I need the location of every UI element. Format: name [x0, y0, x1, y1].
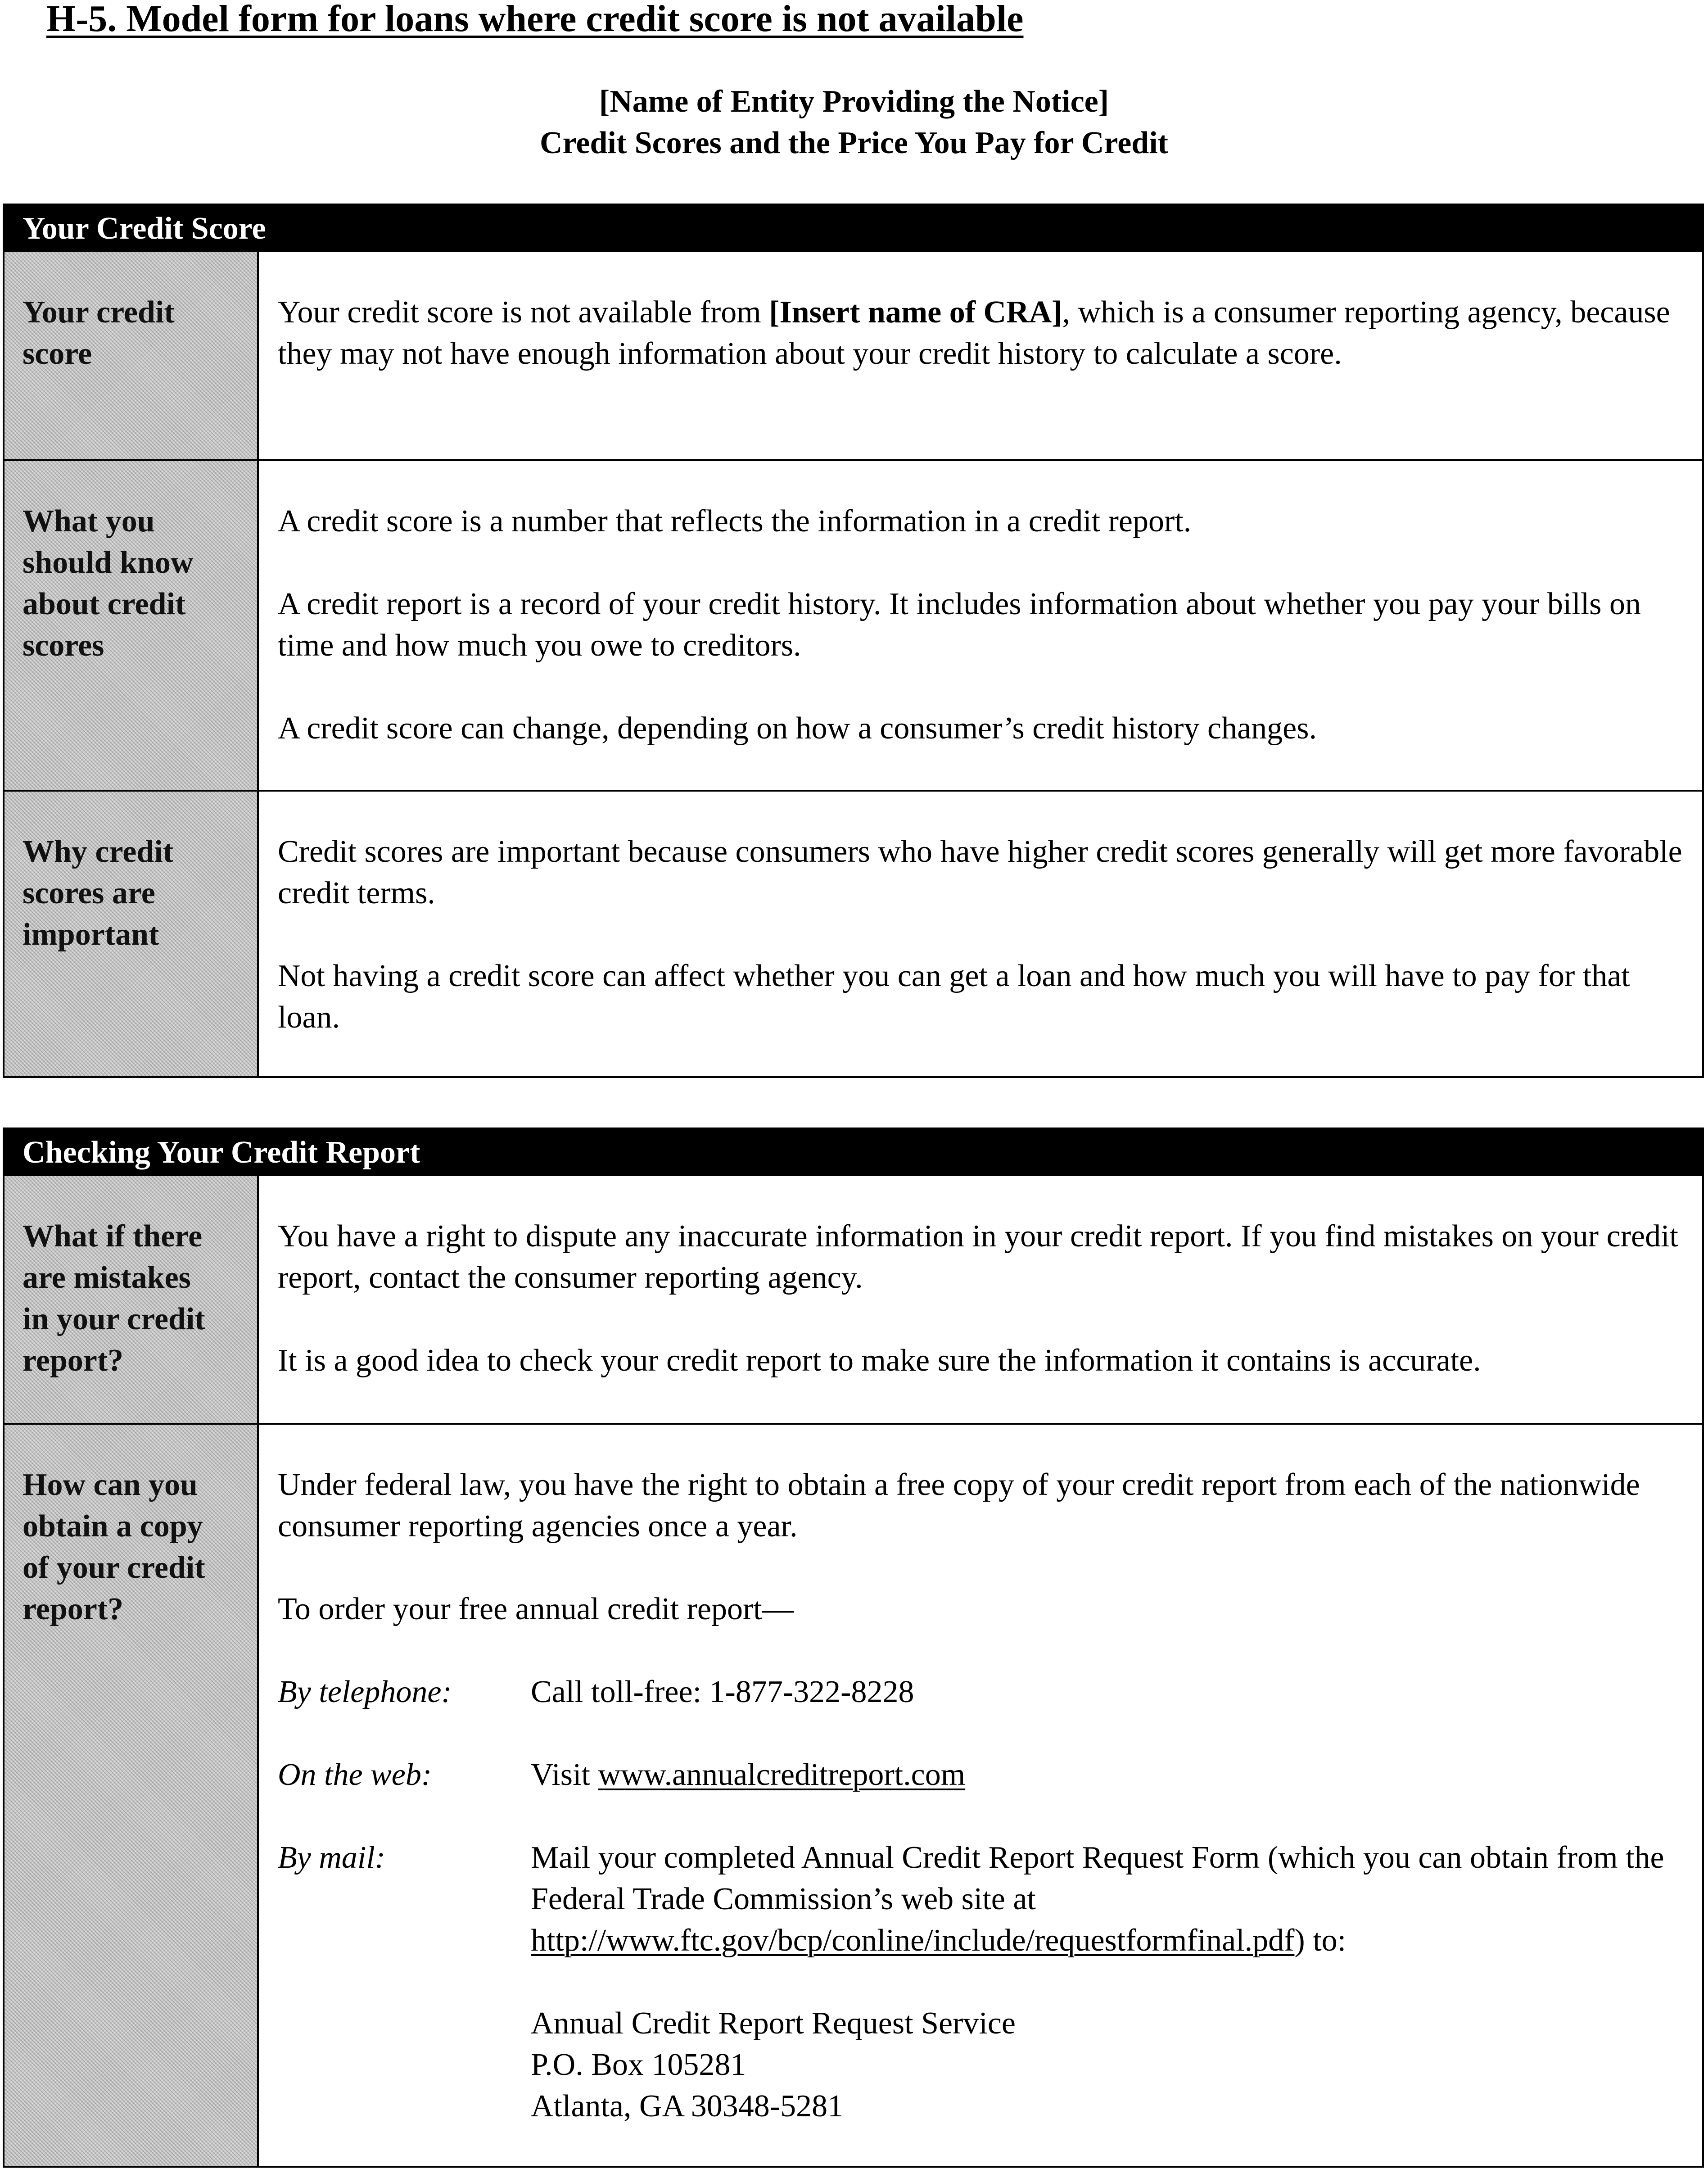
method-label: By mail:	[278, 1840, 386, 1875]
section-checking-credit-report	[3, 1128, 1704, 2168]
row-content	[259, 252, 1702, 459]
mailing-address-line: P.O. Box 105281	[531, 2047, 746, 2082]
paragraph: A credit score can change, depending on how a consumer’s credit history changes.	[278, 711, 1317, 746]
row-mistakes	[5, 1176, 1702, 1423]
row-what-you-should-know	[5, 459, 1702, 790]
row-label: What you should know about credit scores	[5, 461, 259, 790]
paragraph: You have a right to dispute any inaccurate information in your credit report. If you find mistakes on your credit report, contact the consumer reporting agency.	[278, 1219, 1678, 1295]
paragraph: Credit scores are important because consumers who have higher credit scores generally will get more favorable credit terms.	[278, 834, 1682, 910]
phone-number: Call toll-free: 1-877-322-8228	[531, 1675, 914, 1709]
row-content	[259, 461, 1702, 790]
cra-name-placeholder: [Insert name of CRA]	[769, 295, 1062, 330]
row-content	[259, 792, 1702, 1076]
entity-name-placeholder: [Name of Entity Providing the Notice]	[599, 84, 1109, 119]
mailing-address-line: Annual Credit Report Request Service	[531, 2006, 1016, 2041]
row-why-important	[5, 790, 1702, 1076]
ftc-request-form-link[interactable]: http://www.ftc.gov/bcp/conline/include/requestformfinal.pdf	[531, 1923, 1295, 1958]
paragraph: To order your free annual credit report—	[278, 1592, 794, 1626]
mailing-address-line: Atlanta, GA 30348-5281	[531, 2089, 844, 2124]
method-label: On the web:	[278, 1757, 432, 1792]
row-label: What if there are mistakes in your credit report?	[5, 1176, 259, 1423]
row-label: Why credit scores are important	[5, 792, 259, 1076]
paragraph: A credit report is a record of your credit history. It includes information about whether you pay your bills on time and how much you owe to creditors.	[278, 587, 1641, 663]
paragraph: It is a good idea to check your credit report to make sure the information it contains is accurate.	[278, 1343, 1481, 1378]
row-label: How can you obtain a copy of your credit report?	[5, 1425, 259, 2166]
order-by-mail: By mail: Mail your completed Annual Credit Report Request Form (which you can obtain from the Federal Trade Commission’s web site at http://www.ftc.gov/bcp/conline/include/requestformfinal.pdf) to: Annual Credit Report Request Service P.O. Box 105281 Atlanta, GA 30348-5281	[278, 1837, 1684, 2127]
row-your-credit-score	[5, 252, 1702, 459]
row-obtain-copy	[5, 1423, 1702, 2166]
page-heading: H-5. Model form for loans where credit score is not available	[46, 0, 1024, 40]
paragraph: A credit score is a number that reflects the information in a credit report.	[278, 504, 1192, 539]
row-label: Your credit score	[5, 252, 259, 459]
annualcreditreport-link[interactable]: www.annualcreditreport.com	[598, 1757, 966, 1792]
section-title: Your Credit Score	[5, 205, 1702, 252]
order-on-web: On the web: Visit www.annualcreditreport.com	[278, 1754, 1684, 1796]
method-label: By telephone:	[278, 1675, 452, 1709]
section-title: Checking Your Credit Report	[5, 1129, 1702, 1176]
row-content	[259, 1176, 1702, 1423]
order-by-telephone	[278, 1671, 1684, 1713]
paragraph: Under federal law, you have the right to obtain a free copy of your credit report from each of the nationwide consumer reporting agencies once a year.	[278, 1467, 1640, 1544]
section-your-credit-score	[3, 204, 1704, 1078]
row-content	[259, 1425, 1702, 2166]
notice-title: Credit Scores and the Price You Pay for Credit	[540, 126, 1168, 160]
paragraph: Not having a credit score can affect whether you can get a loan and how much you will have to pay for that loan.	[278, 959, 1630, 1035]
credit-score-unavailable-text: Your credit score is not available from [Insert name of CRA], which is a consumer reporting agency, because they may not have enough information about your credit history to calculate a score.	[278, 295, 1670, 371]
